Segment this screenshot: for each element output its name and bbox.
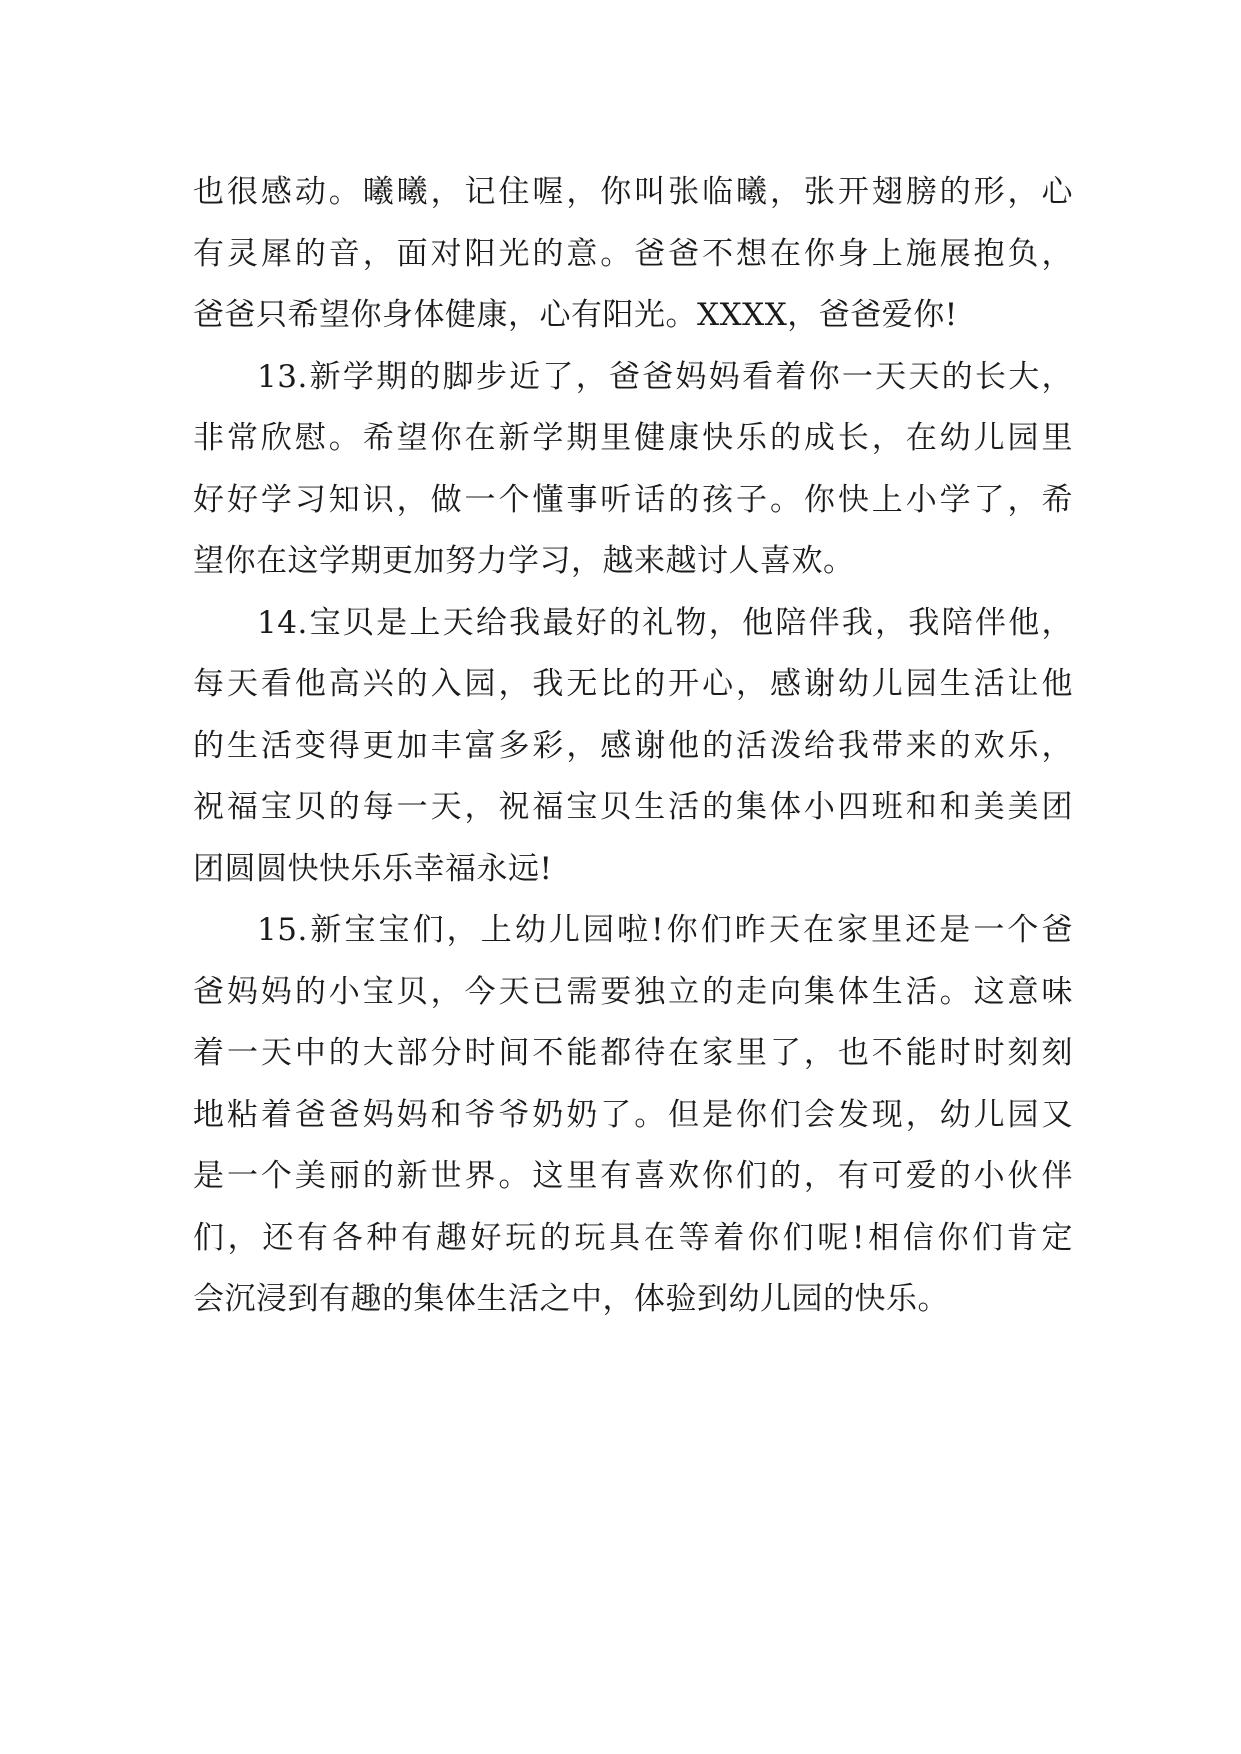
paragraph-line: 爸爸只希望你身体健康，心有阳光。XXXX，爸爸爱你! bbox=[193, 297, 958, 333]
paragraph-line: 们，还有各种有趣好玩的玩具在等着你们呢!相信你们肯定 bbox=[193, 1219, 1073, 1256]
paragraph-line: 是一个美丽的新世界。这里有喜欢你们的，有可爱的小伙伴 bbox=[193, 1158, 1073, 1194]
paragraph-line: 15.新宝宝们，上幼儿园啦!你们昨天在家里还是一个爸 bbox=[257, 912, 1073, 948]
paragraph-line: 每天看他高兴的入园，我无比的开心，感谢幼儿园生活让他 bbox=[193, 666, 1073, 702]
paragraph-line: 14.宝贝是上天给我最好的礼物，他陪伴我，我陪伴他， bbox=[257, 604, 1073, 641]
paragraph-line: 望你在这学期更加努力学习，越来越讨人喜欢。 bbox=[193, 543, 855, 579]
paragraph-line: 非常欣慰。希望你在新学期里健康快乐的成长，在幼儿园里 bbox=[193, 420, 1073, 456]
body-text bbox=[193, 162, 1073, 1331]
paragraph-line: 有灵犀的音，面对阳光的意。爸爸不想在你身上施展抱负， bbox=[193, 235, 1073, 272]
paragraph-line: 好好学习知识，做一个懂事听话的孩子。你快上小学了，希 bbox=[193, 481, 1073, 518]
paragraph-line: 13.新学期的脚步近了，爸爸妈妈看着你一天天的长大， bbox=[257, 358, 1073, 395]
paragraph-line: 祝福宝贝的每一天，祝福宝贝生活的集体小四班和和美美团 bbox=[193, 789, 1073, 825]
paragraph-line: 爸妈妈的小宝贝，今天已需要独立的走向集体生活。这意味 bbox=[193, 973, 1073, 1010]
paragraph-line: 团圆圆快快乐乐幸福永远! bbox=[193, 850, 553, 887]
paragraph-line: 地粘着爸爸妈妈和爷爷奶奶了。但是你们会发现，幼儿园又 bbox=[193, 1096, 1073, 1133]
paragraph-line: 的生活变得更加丰富多彩，感谢他的活泼给我带来的欢乐， bbox=[193, 727, 1073, 764]
paragraph-line: 也很感动。曦曦，记住喔，你叫张临曦，张开翅膀的形，心 bbox=[193, 174, 1073, 210]
paragraph-line: 着一天中的大部分时间不能都待在家里了，也不能时时刻刻 bbox=[193, 1035, 1073, 1071]
paragraph-line: 会沉浸到有趣的集体生活之中，体验到幼儿园的快乐。 bbox=[193, 1281, 949, 1317]
